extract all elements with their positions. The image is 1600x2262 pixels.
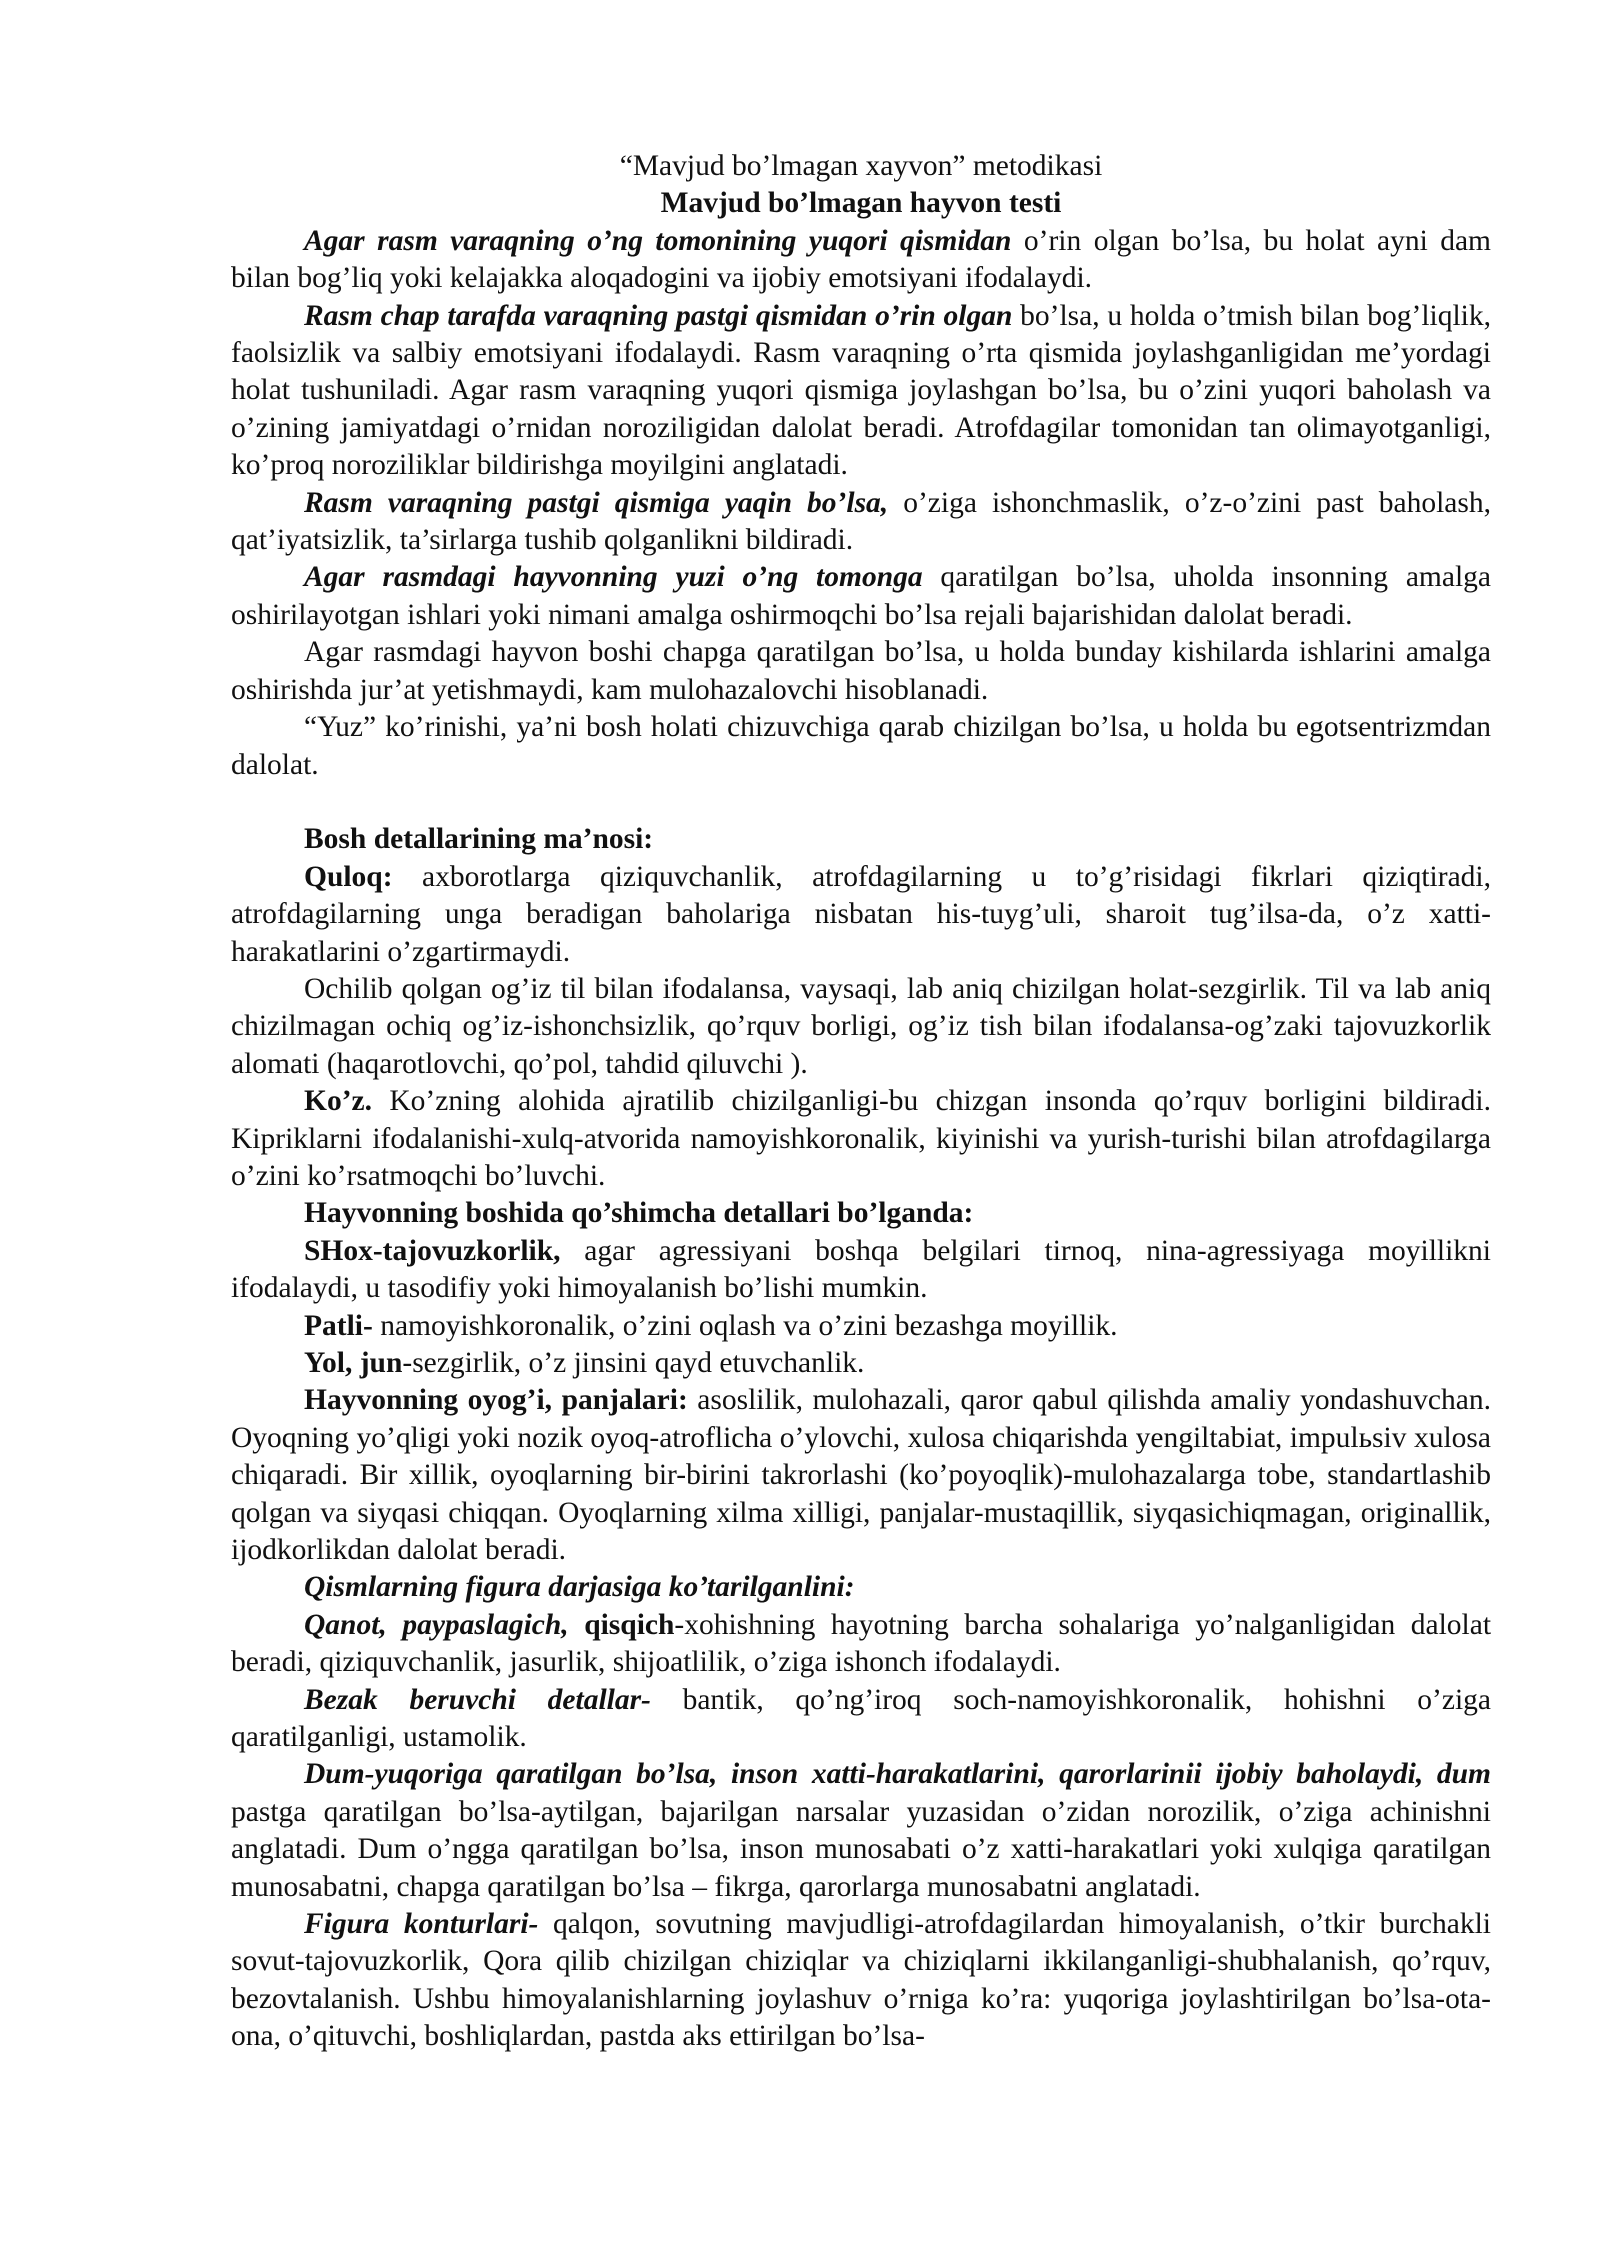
heading-parts-figure — [231, 1569, 1491, 1606]
document-page — [231, 148, 1491, 2056]
paragraph-lead: SHox-tajovuzkorlik, — [304, 1234, 561, 1267]
paragraph-bottom-near — [231, 485, 1491, 560]
heading-text: Qismlarning figura darjasiga ko’tarilganlini: — [304, 1571, 855, 1604]
paragraph-text: asoslilik, mulohazali, qaror qabul qilishda amaliy yondashuvchan. Oyoqning yo’qligi yoki nozik oyoq-atroflicha o’ylovchi, xulosa chiqarishda yengiltabiat, impulьsiv xulosa chiqaradi. Bir xillik, oyoqlarning bir-birini takrorlashi (ko’poyoqlik)-mulohazalarga tobe, standartlashib qolgan va siyqasi chiqqan. Oyoqlarning xilma xilligi, panjalar-mustaqillik, siyqasichiqmagan, originallik, ijodkorlikdan dalolat beradi. — [231, 1384, 1491, 1567]
paragraph-lead: Patli- — [304, 1309, 373, 1342]
paragraph-text: Ko’zning alohida ajratilib chizilganligi-bu chizgan insonda qo’rquv borligini bildiradi. Kipriklarni ifodalanishi-xulq-atvorida namoyishkoronalik, kiyinishi va yurish-turishi bilan atrofdagilarga o’zini ko’rsatmoqchi bo’luvchi. — [231, 1085, 1491, 1192]
heading-head-details — [231, 821, 1491, 858]
paragraph-tail — [231, 1756, 1491, 1906]
paragraph-text: qalqon, sovutning mavjudligi-atrofdagilardan himoyalanish, o’tkir burchakli sovut-tajovuzkorlik, Qora qilib chizilgan chiziqlar va chiziqlarni ikkilanganligi-shubhalanish, qo’rquv, bezovtalanish. Ushbu himoyalanishlarning joylashuv o’rniga ko’ra: yuqoriga joylashtirilgan bo’lsa-ota-ona, o’qituvchi, boshliqlardan, pastda aks ettirilgan bo’lsa- — [231, 1908, 1491, 2053]
paragraph-text: pastga qaratilgan bo’lsa-aytilgan, bajarilgan narsalar yuzasidan o’zidan norozilik, o’ziga achinishni anglatadi. Dum o’ngga qaratilgan bo’lsa, inson munosabati o’z xatti-harakatlari yoki xulqiga qaratilgan munosabatni, chapga qaratilgan bo’lsa – fikrga, qarorlarga munosabatni anglatadi. — [231, 1795, 1491, 1903]
paragraph-text: bo’lsa, u holda o’tmish bilan bog’liqlik, faolsizlik va salbiy emotsiyani ifodalaydi. Rasm varaqning o’rta qismida joylashganligidan me’yordagi holat tushuniladi. Agar rasm varaqning yuqori qismiga joylashgan bo’lsa, bu o’zini yuqori baholash va o’zining jamiyatdagi o’rnidan noroziligidan dalolat beradi. Atrofdagilar tomonidan tan olimayotganligi, ko’proq noroziliklar bildirishga moyilgini anglatadi. — [231, 299, 1491, 482]
paragraph-mane — [231, 1345, 1491, 1382]
paragraph-lead: Hayvonning oyog’i, panjalari: — [304, 1384, 688, 1417]
paragraph-text: agar agressiyani boshqa belgilari tirnoq, nina-agressiyaga moyillikni ifodalaydi, u tasodifiy yoki himoyalanish bo’lishi mumkin. — [231, 1234, 1491, 1305]
paragraph-text: namoyishkoronalik, o’zini oqlash va o’zini bezashga moyillik. — [372, 1309, 1118, 1342]
paragraph-right-top — [231, 223, 1491, 298]
paragraph-lead: Agar rasm varaqning o’ng tomonining yuqori qismidan — [304, 224, 1012, 257]
heading-text: Hayvonning boshida qo’shimcha detallari bo’lganda: — [304, 1197, 974, 1230]
paragraph-left-bottom — [231, 298, 1491, 485]
document-subtitle: Mavjud bo’lmagan hayvon testi — [660, 187, 1062, 220]
paragraph-face-front: “Yuz” ko’rinishi, ya’ni bosh holati chizuvchiga qarab chizilgan bo’lsa, u holda bu egotsentrizmdan dalolat. — [231, 711, 1491, 781]
paragraph-head-left: Agar rasmdagi hayvon boshi chapga qaratilgan bo’lsa, u holda bunday kishilarda ishlarini amalga oshirishda jur’at yetishmaydi, kam mulohazalovchi hisoblanadi. — [231, 636, 1491, 706]
paragraph-lead: Rasm chap tarafda varaqning pastgi qismidan o’rin olgan — [304, 299, 1013, 332]
paragraph-lead: Quloq: — [304, 860, 393, 893]
paragraph-lead: Yol, jun — [304, 1346, 403, 1379]
paragraph-text: qaratilgan bo’lsa, uholda insonning amalga oshirilayotgan ishlari yoki nimani amalga oshirmoqchi bo’lsa rejali bajarishidan dalolat beradi. — [231, 561, 1491, 631]
paragraph-decorations — [231, 1682, 1491, 1757]
heading-extra-details — [231, 1195, 1491, 1232]
paragraph-face-right — [231, 559, 1491, 634]
paragraph-text: o’rin olgan bo’lsa, bu holat ayni dam bilan bog’liq yoki kelajakka aloqadogini va ijobiy emotsiyani ifodalaydi. — [231, 224, 1492, 295]
paragraph-lead: Bezak beruvchi detallar- — [304, 1683, 651, 1716]
paragraph-horn — [231, 1233, 1491, 1308]
paragraph-text: o’ziga ishonchmaslik, o’z-o’zini past baholash, qat’iyatsizlik, ta’sirlarga tushib qolganlikni bildiradi. — [231, 486, 1491, 557]
paragraph-contours — [231, 1906, 1491, 2056]
paragraph-eye — [231, 1083, 1491, 1195]
blank-line — [231, 784, 1491, 821]
paragraph-lead-bold: qisqich — [568, 1608, 675, 1641]
paragraph-lead-italic: Qanot, paypaslagich, — [304, 1608, 569, 1641]
paragraph-lead: Ko’z. — [304, 1085, 372, 1118]
paragraph-text: -sezgirlik, o’z jinsini qayd etuvchanlik. — [402, 1346, 865, 1379]
paragraph-legs — [231, 1382, 1491, 1569]
paragraph-lead: Rasm varaqning pastgi qismiga yaqin bo’lsa, — [304, 486, 889, 519]
paragraph-wings — [231, 1607, 1491, 1682]
paragraph-text: -xohishning hayotning barcha sohalariga yo’nalganligidan dalolat beradi, qiziquvchanlik, jasurlik, shijoatlilik, o’ziga ishonch ifodalaydi. — [231, 1608, 1492, 1679]
paragraph-mouth: Ochilib qolgan og’iz til bilan ifodalansa, vaysaqi, lab aniq chizilgan holat-sezgirlik. Til va lab aniq chizilmagan ochiq og’iz-ishonchsizlik, qo’rquv borligi, og’iz tish bilan ifodalansa-og’zaki tajovuzkorlik alomati (haqarotlovchi, qo’pol, tahdid qiluvchi ). — [231, 972, 1491, 1080]
paragraph-feathers — [231, 1308, 1491, 1345]
paragraph-text: axborotlarga qiziquvchanlik, atrofdagilarning u to’g’risidagi fikrlari qiziqtiradi, atrofdagilarning unga beradigan baholariga nisbatan his-tuyg’uli, sharoit tug’ilsa-da, o’z xatti-harakatlarini o’zgartirmaydi. — [231, 860, 1491, 968]
paragraph-lead: Dum-yuqoriga qaratilgan bo’lsa, inson xatti-harakatlarini, qarorlarinii ijobiy baholaydi, dum — [304, 1758, 1491, 1791]
paragraph-text: bantik, qo’ng’iroq soch-namoyishkoronalik, hohishni o’ziga qaratilganligi, ustamolik. — [231, 1683, 1491, 1754]
paragraph-ear — [231, 859, 1491, 971]
document-title: “Mavjud bo’lmagan xayvon” metodikasi — [619, 150, 1103, 182]
heading-text: Bosh detallarining ma’nosi: — [304, 823, 654, 856]
paragraph-lead: Figura konturlari- — [304, 1908, 539, 1941]
paragraph-lead: Agar rasmdagi hayvonning yuzi o’ng tomonga — [304, 561, 923, 594]
